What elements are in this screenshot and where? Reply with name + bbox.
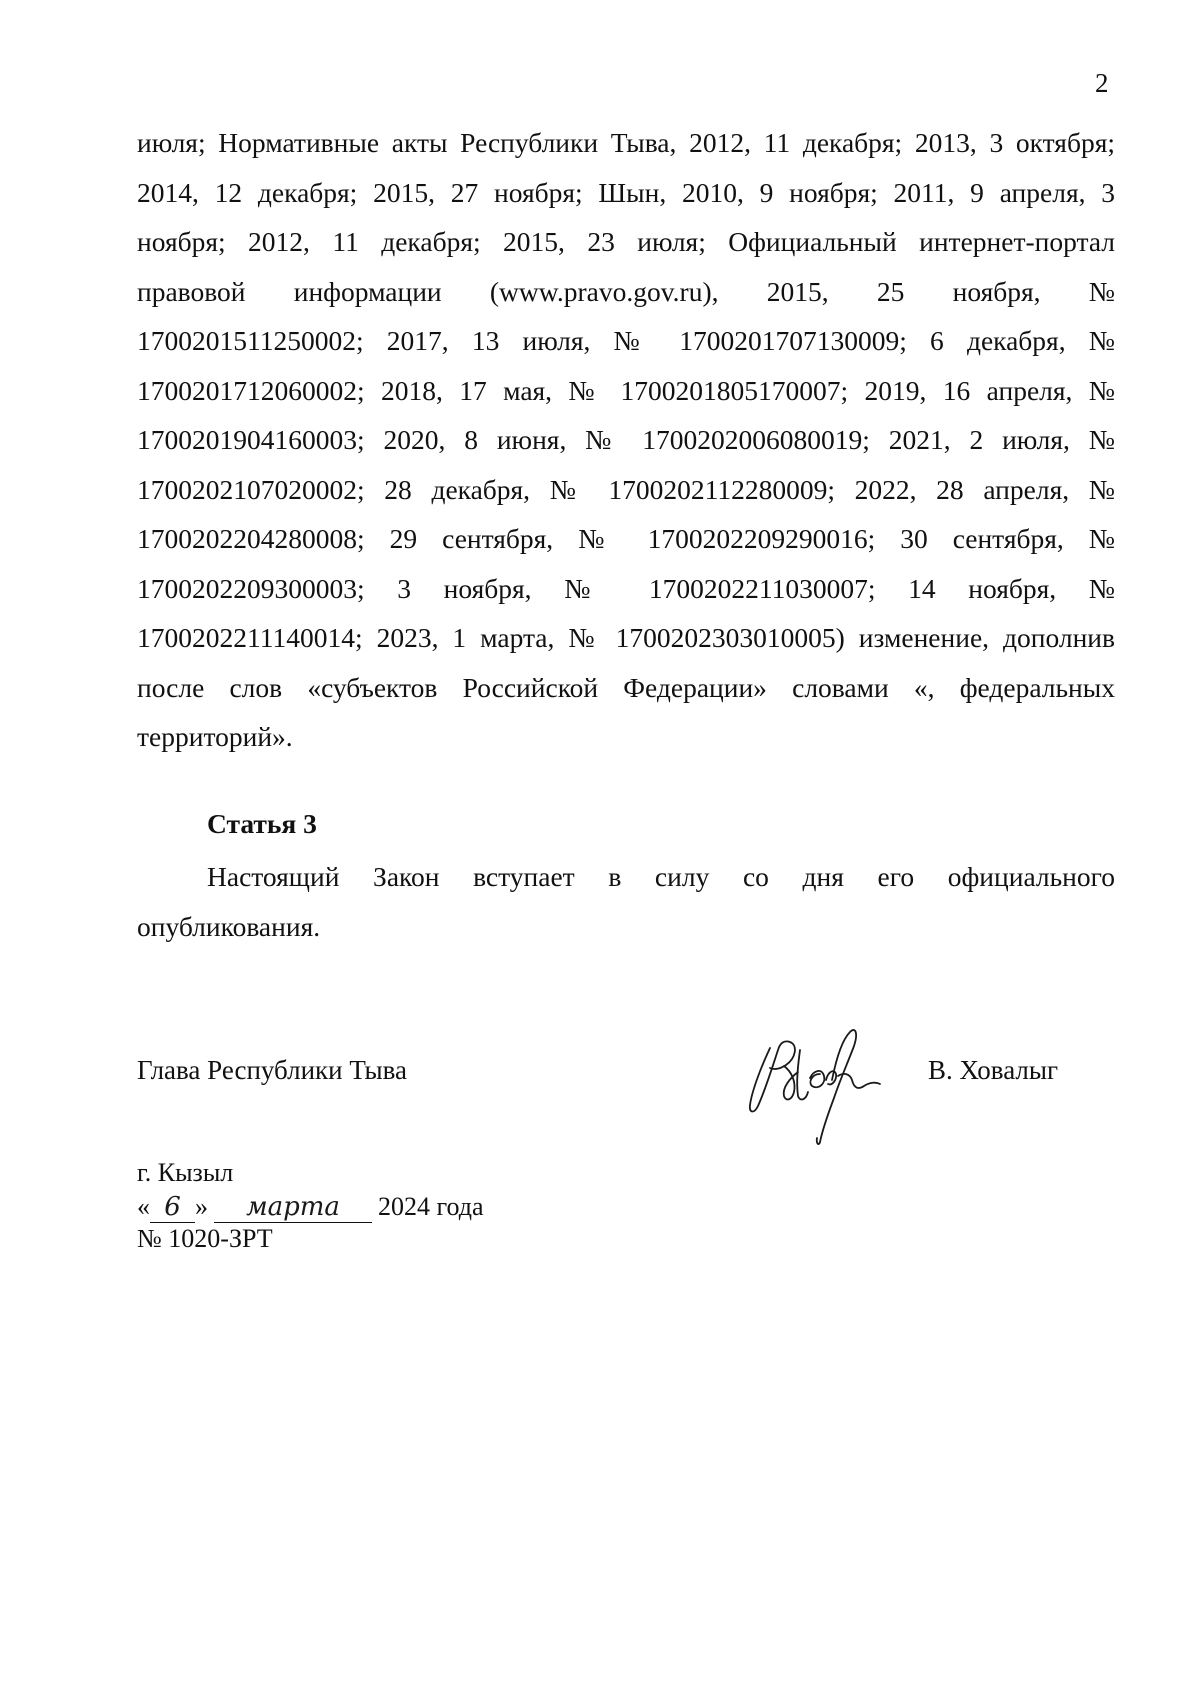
date-year: 2024 года <box>378 1192 484 1221</box>
signer-position: Глава Республики Тыва <box>137 1055 408 1085</box>
place-of-signing: г. Кызыл <box>137 1158 234 1187</box>
body-line: 2014, 12 декабря; 2015, 27 ноября; Шын, 2010, 9 ноября; 2011, 9 апреля, 3 <box>137 176 1115 208</box>
article-text <box>137 852 1115 951</box>
body-line: правовой информации (www.pravo.gov.ru), 2015, 25 ноября, № <box>137 275 1115 307</box>
body-line: 1700202211140014; 2023, 1 марта, № 1700202303010005) изменение, дополнив <box>137 622 1115 653</box>
article-line: опубликования. <box>137 910 321 942</box>
body-line: территорий». <box>137 721 293 752</box>
date-day: 6 <box>150 1194 195 1223</box>
article-line: Настоящий Закон вступает в силу со дня его официального <box>207 861 1115 892</box>
date-open-quote: « <box>137 1192 150 1221</box>
body-text <box>137 118 1115 762</box>
body-line: 1700202204280008; 29 сентября, № 1700202209290016; 30 сентября, № <box>137 523 1115 554</box>
body-line: 1700202107020002; 28 декабря, № 1700202112280009; 2022, 28 апреля, № <box>137 473 1115 505</box>
page-number: 2 <box>1095 68 1109 98</box>
date-month: марта <box>214 1194 372 1223</box>
body-line: после слов «субъектов Российской Федерации» словами «, федеральных <box>137 671 1115 703</box>
body-line: ноября; 2012, 11 декабря; 2015, 23 июля; Официальный интернет-портал <box>137 226 1115 257</box>
law-number: № 1020-ЗРТ <box>137 1224 273 1253</box>
body-line: 1700202209300003; 3 ноября, № 1700202211030007; 14 ноября, № <box>137 572 1115 604</box>
body-line: 1700201511250002; 2017, 13 июля, № 1700201707130009; 6 декабря, № <box>137 325 1115 356</box>
article-heading: Статья 3 <box>207 808 317 839</box>
date-close-quote: » <box>195 1192 208 1221</box>
body-line: июля; Нормативные акты Республики Тыва, 2012, 11 декабря; 2013, 3 октября; <box>137 127 1115 158</box>
signer-name: В. Ховалыг <box>928 1055 1059 1085</box>
body-line: 1700201712060002; 2018, 17 мая, № 1700201805170007; 2019, 16 апреля, № <box>137 374 1115 406</box>
date-line <box>137 1190 484 1224</box>
body-line: 1700201904160003; 2020, 8 июня, № 1700202006080019; 2021, 2 июля, № <box>137 424 1115 455</box>
handwritten-signature <box>740 1010 885 1150</box>
